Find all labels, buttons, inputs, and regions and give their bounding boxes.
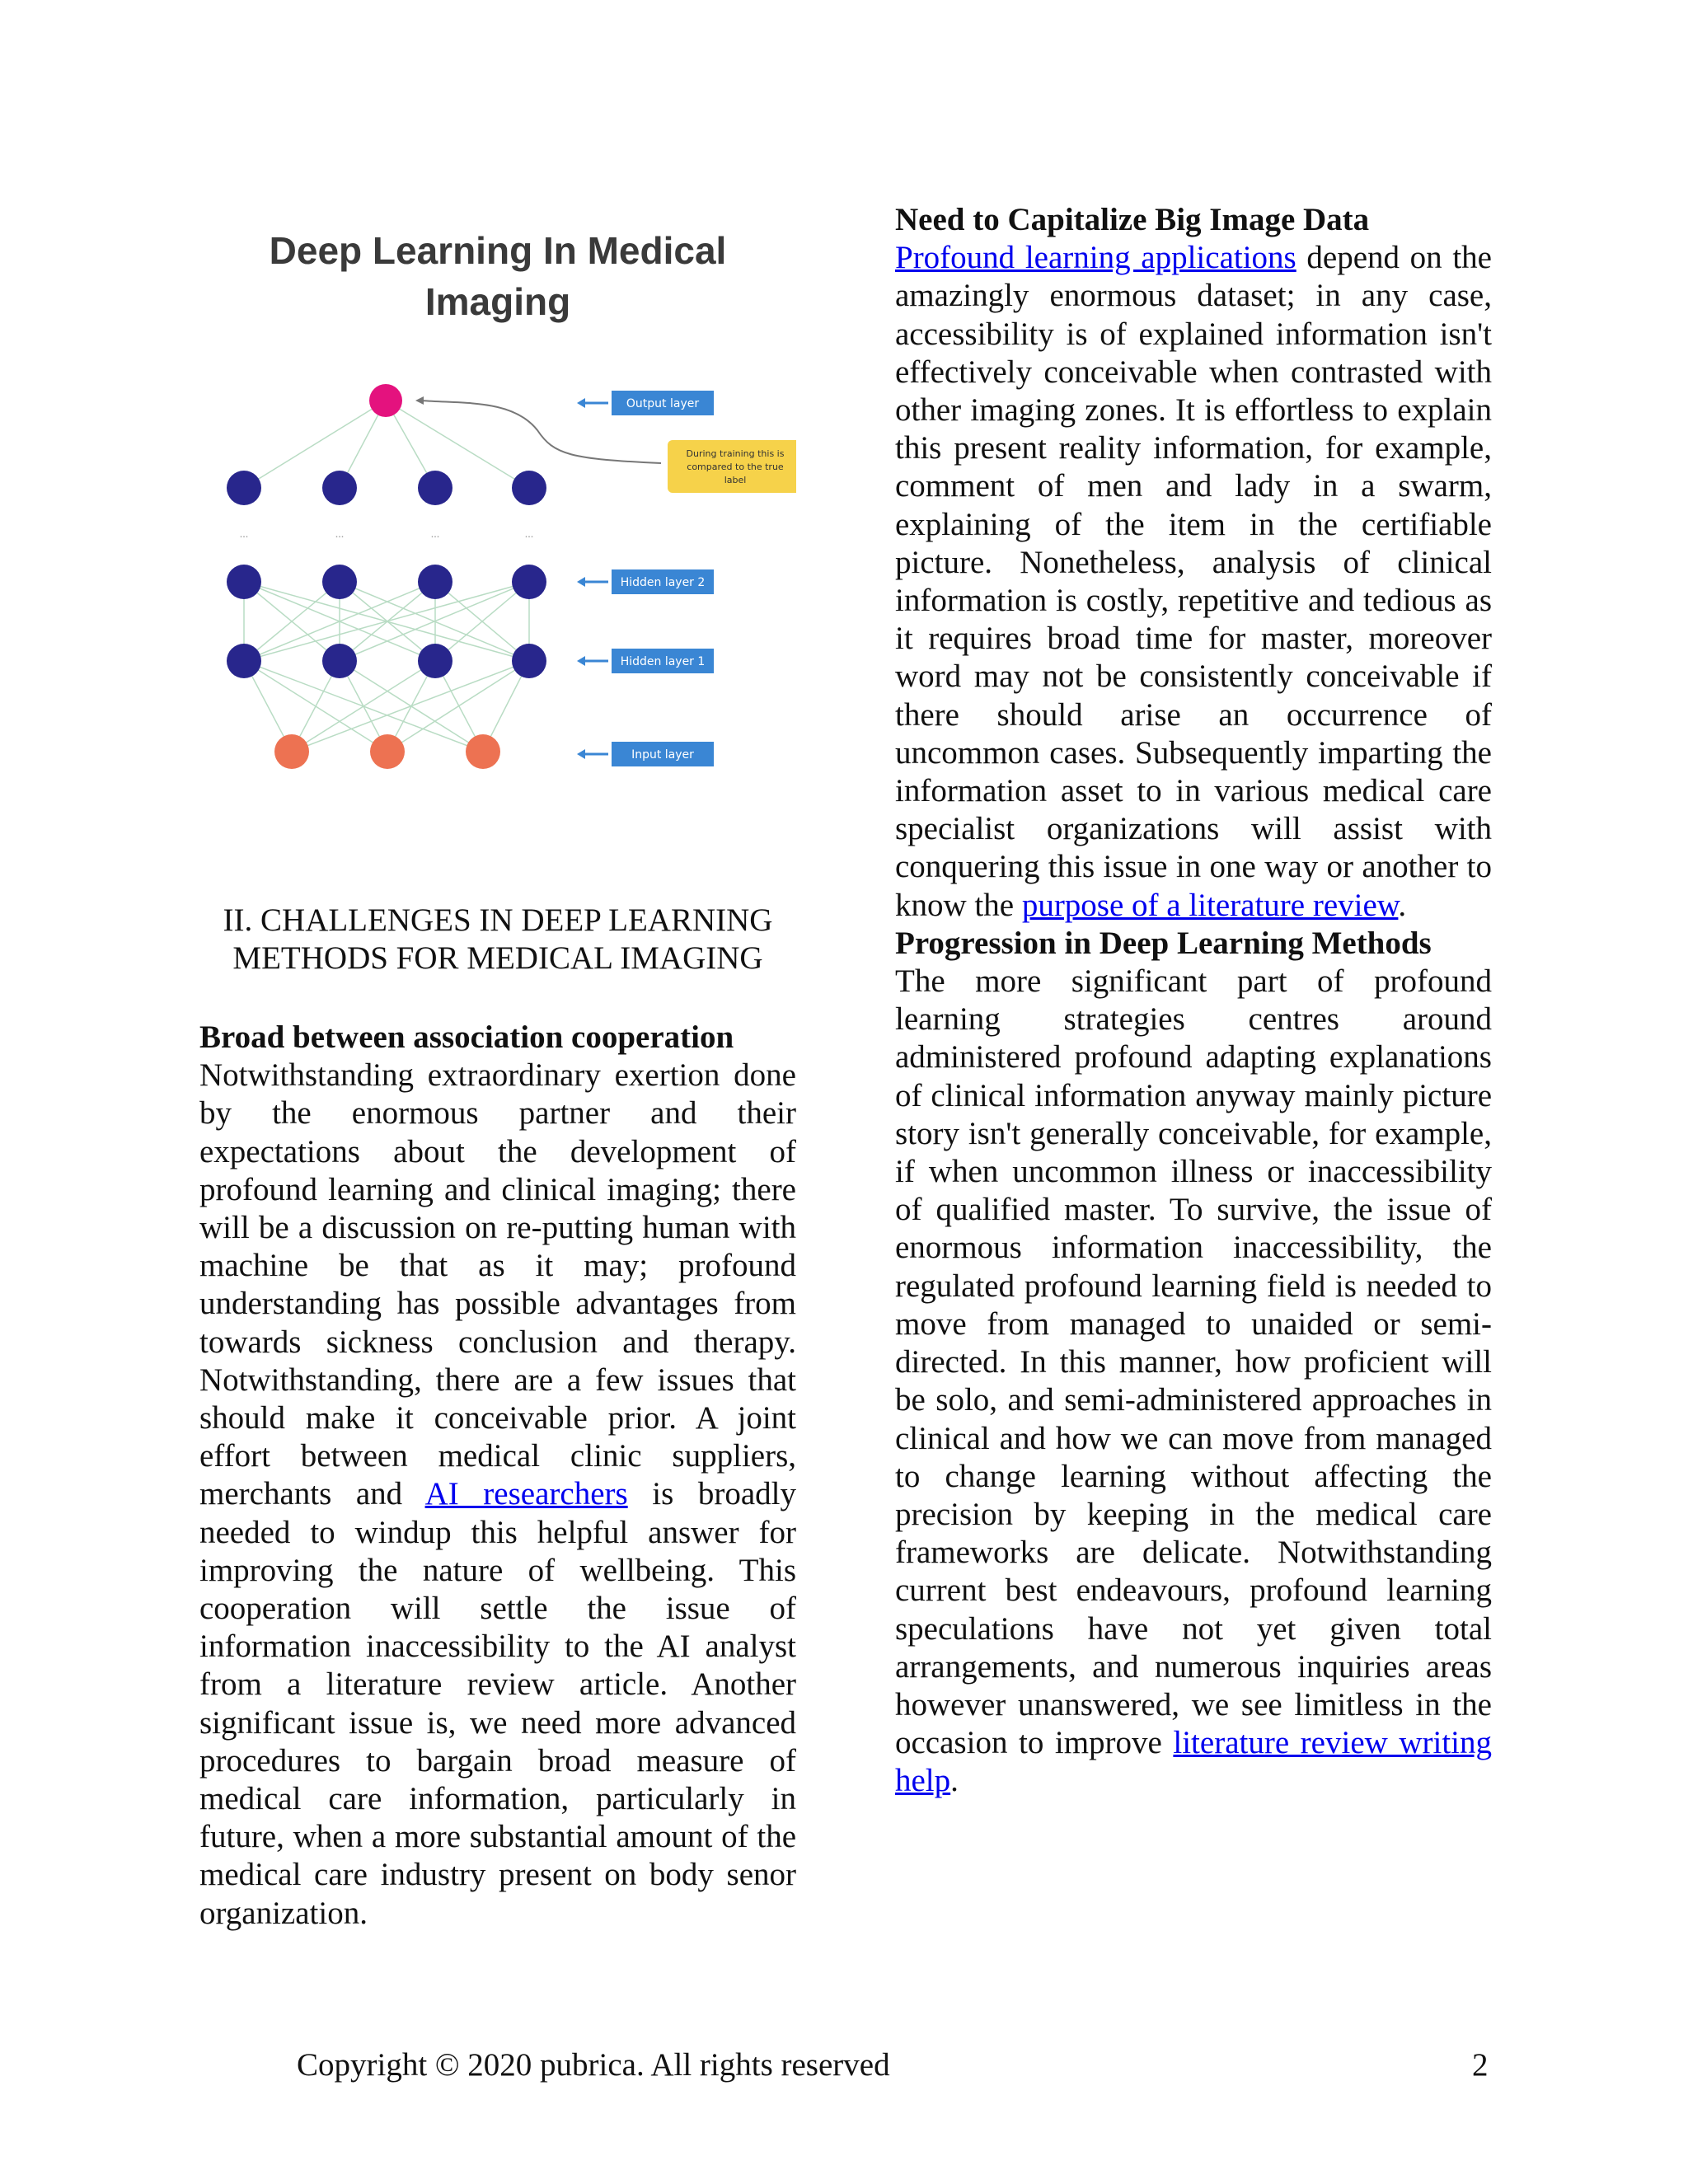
svg-text:Hidden layer 2: Hidden layer 2 bbox=[620, 576, 706, 589]
hidden-layer-1-label bbox=[577, 649, 714, 673]
section-title bbox=[199, 902, 796, 977]
right-paragraph-1 bbox=[895, 239, 1492, 925]
hidden1-node bbox=[227, 644, 261, 678]
hidden-top-node bbox=[227, 471, 261, 505]
input-node bbox=[274, 734, 309, 769]
right-para1-end: . bbox=[1398, 887, 1407, 923]
right-paragraph-2 bbox=[895, 963, 1492, 1800]
svg-text:Hidden layer 1: Hidden layer 1 bbox=[620, 655, 706, 668]
network-edges bbox=[244, 401, 529, 752]
hidden1-node bbox=[322, 644, 357, 678]
ellipsis: ... bbox=[335, 528, 345, 541]
right-heading-2: Progression in Deep Learning Methods bbox=[895, 925, 1432, 961]
left-column bbox=[199, 1019, 796, 1933]
hidden-layer-2-label bbox=[577, 569, 714, 594]
right-para2-text: The more significant part of profound learning strategies centres around administered profound adapting explanations of clinical information anyway mainly picture story isn't generally conceivable, for example, if when uncommon illness or inaccessibility of qualified master. To survive, the issue of enormous information inaccessibility, the regulated profound learning field is needed to move from managed to unaided or semi-directed. In this manner, how proficient will be solo, and semi-administered approaches in clinical and how we can move from managed to change learning without affecting the precision by keeping in the medical care frameworks are delicate. Notwithstanding current best endeavours, profound learning speculations have not yet given total arrangements, and numerous inquiries areas however unanswered, we see limitless in the occasion to improve bbox=[895, 963, 1492, 1761]
output-node bbox=[369, 384, 402, 417]
ellipsis: ... bbox=[524, 528, 534, 541]
hidden2-node bbox=[512, 565, 546, 599]
figure-title-line1: Deep Learning In Medical bbox=[269, 229, 727, 272]
left-heading: Broad between association cooperation bbox=[199, 1019, 734, 1055]
hidden2-node bbox=[322, 565, 357, 599]
right-column bbox=[895, 201, 1492, 1801]
ai-researchers-link[interactable]: AI researchers bbox=[424, 1476, 628, 1512]
input-layer-label bbox=[577, 742, 714, 766]
hidden-top-node bbox=[418, 471, 452, 505]
network-edge bbox=[244, 401, 386, 488]
left-paragraph bbox=[199, 1057, 796, 1933]
output-layer-label bbox=[577, 391, 714, 415]
hidden2-node bbox=[418, 565, 452, 599]
left-para-text-1: Notwithstanding extraordinary exertion done by the enormous partner and their expectations about the development of profound learning and clinical imaging; there will be a discussion on re-putting human with machine be that as it may; profound understanding has possible advantages from towards sickness conclusion and therapy. Notwithstanding, there are a few issues that should make it conceivable prior. A joint effort between medical clinic suppliers, merchants and bbox=[199, 1057, 796, 1512]
page-number: 2 bbox=[1472, 2047, 1489, 2083]
training-note-line1: During training this is bbox=[686, 448, 785, 459]
purpose-literature-review-link[interactable]: purpose of a literature review bbox=[1021, 887, 1399, 923]
literature-review-writing-help-link[interactable]: literature review writing help bbox=[895, 1725, 1492, 1799]
hidden1-node bbox=[512, 644, 546, 678]
section-title-line2: METHODS FOR MEDICAL IMAGING bbox=[232, 940, 763, 976]
input-node bbox=[466, 734, 500, 769]
figure-title-line2: Imaging bbox=[424, 280, 571, 323]
training-note-line3: label bbox=[724, 475, 747, 485]
training-note-line2: compared to the true bbox=[687, 462, 784, 472]
section-title-line1: II. CHALLENGES IN DEEP LEARNING bbox=[223, 902, 773, 938]
right-heading-1: Need to Capitalize Big Image Data bbox=[895, 202, 1370, 237]
right-para2-end: . bbox=[950, 1763, 959, 1799]
left-para-text-2: is broadly needed to windup this helpful answer for improving the nature of wellbeing. This cooperation will settle the issue of information inaccessibility to the AI analyst from a literature review article. Another significant issue is, we need more advanced procedures to bargain broad measure of medical care information, particularly in future, when a more substantial amount of the medical care industry present on body senor organization. bbox=[199, 1476, 796, 1931]
hidden-top-node bbox=[512, 471, 546, 505]
training-arrow-head bbox=[415, 396, 424, 405]
profound-learning-applications-link[interactable]: Profound learning applications bbox=[895, 240, 1296, 276]
neural-network-svg bbox=[199, 208, 796, 900]
hidden2-node bbox=[227, 565, 261, 599]
hidden1-node bbox=[418, 644, 452, 678]
ellipsis: ... bbox=[430, 528, 440, 541]
svg-text:Input layer: Input layer bbox=[631, 748, 694, 762]
network-edge bbox=[292, 661, 435, 752]
network-edge bbox=[387, 661, 529, 752]
footer-copyright: Copyright © 2020 pubrica. All rights reserved bbox=[297, 2047, 890, 2083]
hidden-top-node bbox=[322, 471, 357, 505]
svg-text:Output layer: Output layer bbox=[626, 397, 700, 410]
figure-deep-learning-diagram bbox=[199, 208, 796, 900]
right-para1-text: depend on the amazingly enormous dataset; in any case, accessibility is of explained information isn't effectively conceivable when contrasted with other imaging zones. It is effortless to explain this present reality information, for example, comment of men and lady in a swarm, explaining of the item in the certifiable picture. Nonetheless, analysis of clinical information is costly, repetitive and tedious as it requires broad time for master, moreover word may not be consistently conceivable if there should arise an occurrence of uncommon cases. Subsequently imparting the information asset to in various medical care specialist organizations will assist with conquering this issue in one way or another to know the bbox=[895, 240, 1492, 923]
input-node bbox=[370, 734, 405, 769]
ellipsis: ... bbox=[239, 528, 249, 541]
network-edge bbox=[386, 401, 529, 488]
